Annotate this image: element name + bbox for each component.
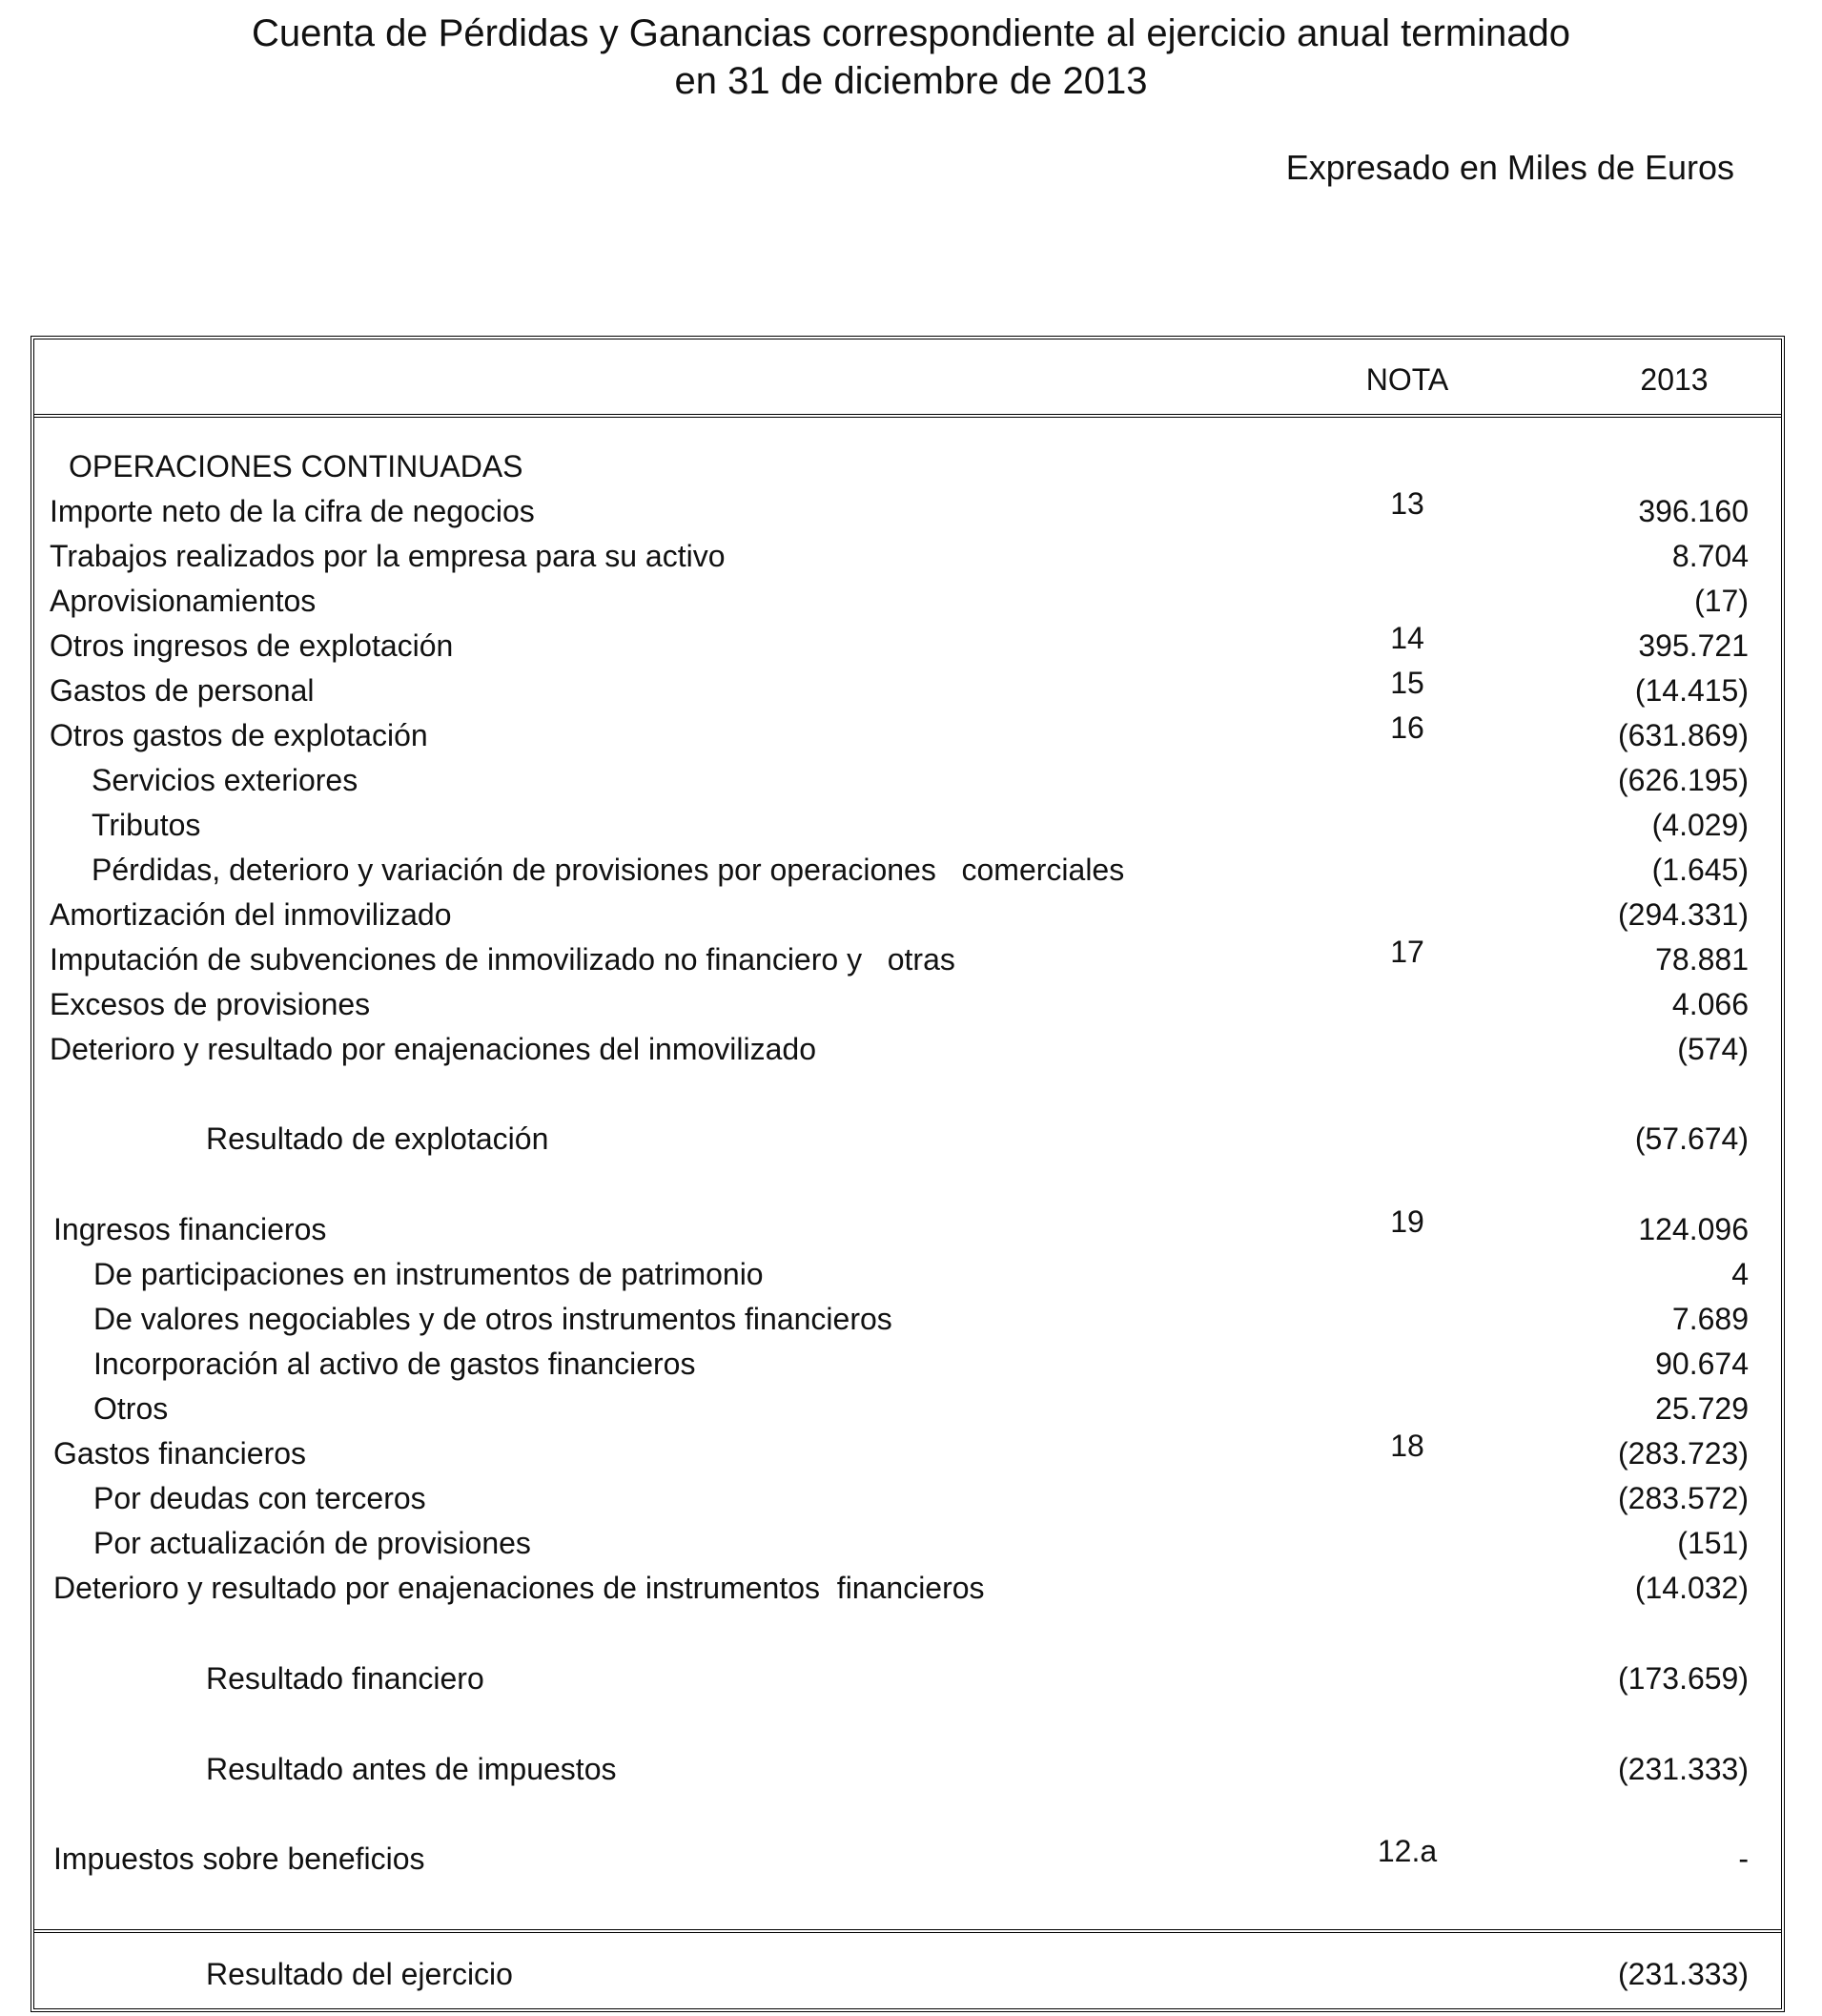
row-label: Otros gastos de explotación bbox=[50, 718, 428, 752]
table-row bbox=[34, 1521, 1781, 1566]
table-row bbox=[34, 486, 1781, 534]
row-label: Impuestos sobre beneficios bbox=[53, 1841, 425, 1876]
row-nota: 13 bbox=[1390, 486, 1424, 521]
row-value: (574) bbox=[1677, 1032, 1749, 1066]
table-row bbox=[34, 758, 1781, 803]
row-value: (1.645) bbox=[1651, 853, 1749, 887]
row-label: Por actualización de provisiones bbox=[93, 1526, 531, 1560]
table-row bbox=[34, 534, 1781, 579]
table-row bbox=[34, 1252, 1781, 1297]
title-line-2: en 31 de diciembre de 2013 bbox=[674, 60, 1148, 102]
table-row bbox=[34, 1342, 1781, 1387]
row-value: (17) bbox=[1694, 584, 1749, 618]
row-nota: 15 bbox=[1390, 666, 1424, 700]
table-row bbox=[34, 1431, 1781, 1476]
row-value: (151) bbox=[1677, 1526, 1749, 1560]
row-value: 7.689 bbox=[1671, 1302, 1749, 1336]
row-nota: 12.a bbox=[1377, 1834, 1438, 1868]
subtotal-row bbox=[34, 1656, 1781, 1701]
row-value: (14.032) bbox=[1634, 1571, 1749, 1605]
document-title bbox=[0, 10, 1822, 105]
total-value: (231.333) bbox=[1618, 1957, 1749, 1991]
row-value: (173.659) bbox=[1618, 1661, 1749, 1696]
row-value: 4 bbox=[1731, 1257, 1749, 1291]
row-label: Por deudas con terceros bbox=[93, 1481, 426, 1515]
table-row bbox=[34, 710, 1781, 758]
row-label: Gastos de personal bbox=[50, 673, 315, 708]
table-header-row bbox=[34, 339, 1781, 418]
row-label: De valores negociables y de otros instrumentos financieros bbox=[93, 1302, 892, 1336]
row-label: Incorporación al activo de gastos financieros bbox=[93, 1347, 696, 1381]
row-label: Importe neto de la cifra de negocios bbox=[50, 494, 535, 528]
table-row bbox=[34, 1834, 1781, 1882]
row-label: Gastos financieros bbox=[53, 1436, 307, 1471]
income-statement-table bbox=[31, 336, 1785, 2012]
row-value: 25.729 bbox=[1655, 1391, 1749, 1426]
row-label: Deterioro y resultado por enajenaciones de instrumentos financieros bbox=[53, 1571, 985, 1605]
row-value: 396.160 bbox=[1638, 494, 1749, 528]
subtotal-row bbox=[34, 1747, 1781, 1792]
row-label: De participaciones en instrumentos de patrimonio bbox=[93, 1257, 764, 1291]
row-label: Resultado antes de impuestos bbox=[206, 1752, 617, 1786]
row-value: 78.881 bbox=[1655, 942, 1749, 977]
row-label: Tributos bbox=[92, 808, 201, 842]
row-nota: 18 bbox=[1390, 1429, 1424, 1463]
column-header-nota: NOTA bbox=[1365, 362, 1449, 397]
table-row bbox=[34, 1297, 1781, 1342]
table-row bbox=[34, 1027, 1781, 1072]
row-nota: 14 bbox=[1390, 621, 1424, 655]
row-label: Resultado de explotación bbox=[206, 1121, 549, 1156]
row-value: 8.704 bbox=[1671, 539, 1749, 573]
column-header-year: 2013 bbox=[1640, 362, 1709, 397]
table-row bbox=[34, 982, 1781, 1027]
row-label: Aprovisionamientos bbox=[50, 584, 317, 618]
row-value: (283.572) bbox=[1618, 1481, 1749, 1515]
table-row bbox=[34, 803, 1781, 848]
row-value: - bbox=[1738, 1841, 1749, 1876]
table-row bbox=[34, 1476, 1781, 1521]
row-label: Otros bbox=[93, 1391, 169, 1426]
row-value: 4.066 bbox=[1671, 987, 1749, 1021]
row-nota: 17 bbox=[1390, 935, 1424, 969]
row-label: Excesos de provisiones bbox=[50, 987, 371, 1021]
row-value: 395.721 bbox=[1638, 628, 1749, 663]
row-value: (626.195) bbox=[1618, 763, 1749, 797]
row-label: Imputación de subvenciones de inmovilizado no financiero y otras bbox=[50, 942, 955, 977]
row-label: Trabajos realizados por la empresa para su activo bbox=[50, 539, 726, 573]
row-value: (283.723) bbox=[1618, 1436, 1749, 1471]
total-row bbox=[34, 1929, 1781, 2016]
row-label: Otros ingresos de explotación bbox=[50, 628, 454, 663]
unit-note: Expresado en Miles de Euros bbox=[1285, 148, 1734, 187]
row-value: (57.674) bbox=[1634, 1121, 1749, 1156]
table-row bbox=[34, 1204, 1781, 1252]
row-label: Amortización del inmovilizado bbox=[50, 897, 452, 932]
row-label: Resultado financiero bbox=[206, 1661, 484, 1696]
row-value: (294.331) bbox=[1618, 897, 1749, 932]
table-row bbox=[34, 848, 1781, 893]
table-row bbox=[34, 1566, 1781, 1611]
row-label: OPERACIONES CONTINUADAS bbox=[69, 449, 523, 483]
subtotal-row bbox=[34, 1117, 1781, 1162]
row-value: (14.415) bbox=[1634, 673, 1749, 708]
title-line-1: Cuenta de Pérdidas y Ganancias correspondiente al ejercicio anual terminado bbox=[251, 12, 1571, 54]
row-value: 124.096 bbox=[1638, 1212, 1749, 1246]
row-nota: 19 bbox=[1390, 1204, 1424, 1239]
row-value: 90.674 bbox=[1655, 1347, 1749, 1381]
row-label: Servicios exteriores bbox=[92, 763, 358, 797]
row-label: Pérdidas, deterioro y variación de provisiones por operaciones comerciales bbox=[92, 853, 1125, 887]
row-label: Ingresos financieros bbox=[53, 1212, 327, 1246]
row-value: (631.869) bbox=[1618, 718, 1749, 752]
total-label: Resultado del ejercicio bbox=[206, 1957, 513, 1991]
row-value: (231.333) bbox=[1618, 1752, 1749, 1786]
row-nota: 16 bbox=[1390, 710, 1424, 745]
table-row bbox=[34, 937, 1781, 982]
row-value: (4.029) bbox=[1651, 808, 1749, 842]
row-label: Deterioro y resultado por enajenaciones del inmovilizado bbox=[50, 1032, 817, 1066]
